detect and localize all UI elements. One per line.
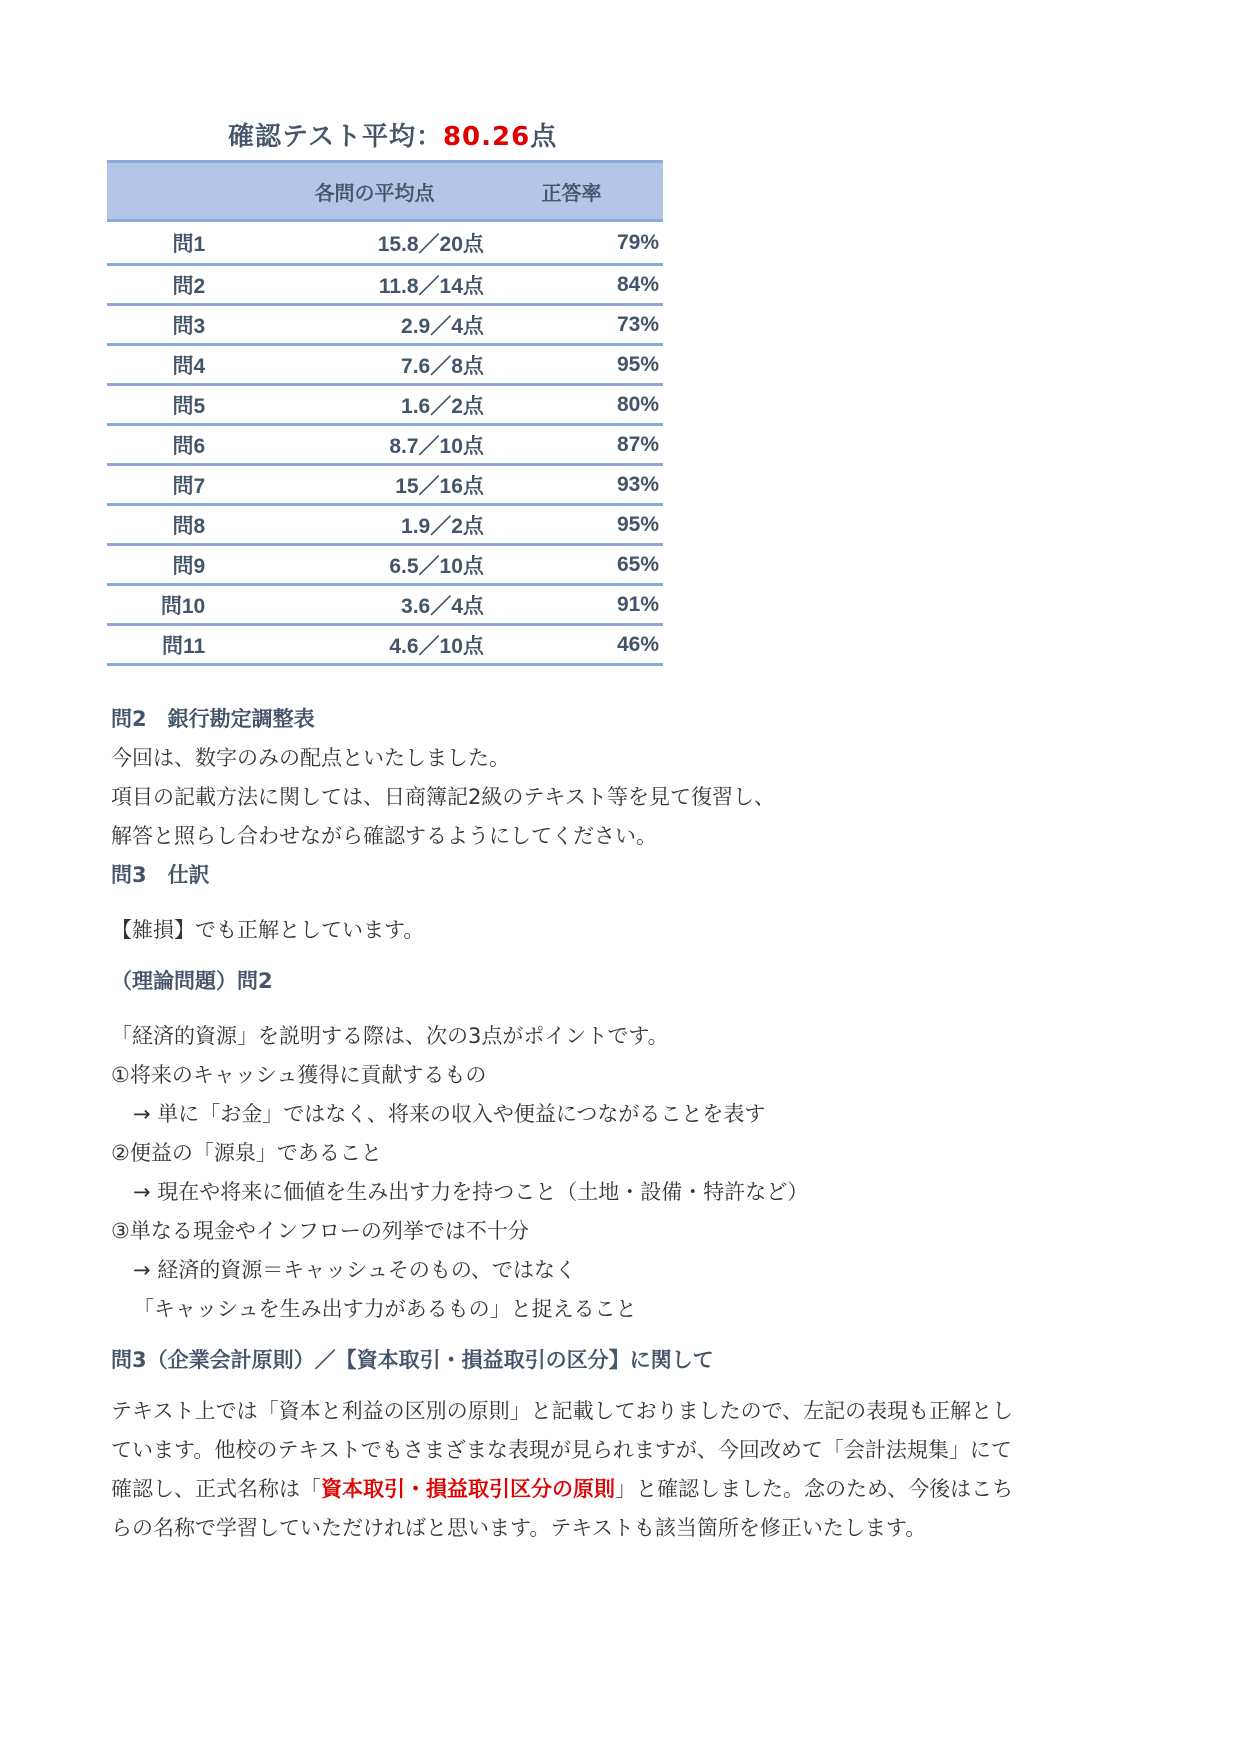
average-score: 80.26 [442,122,531,152]
question-cell: 問7 [107,465,205,505]
average-cell: 3.6／4点 [205,585,484,625]
average-cell: 15.8／20点 [205,221,484,265]
section-heading-accounting-principles: 問3（企業会計原則）／【資本取引・損益取引の区分】に関して [111,1348,714,1372]
score-table [107,160,663,666]
paragraph-line: ています。他校のテキストでもさまざまな表現が見られますが、今回改めて「会計法規集」にて [111,1438,1012,1462]
section-heading-bank-reconciliation: 問2 銀行勘定調整表 [111,707,315,731]
table-row [107,305,663,345]
table-row [107,425,663,465]
point-detail: 「キャッシュを生み出す力があるもの」と捉えること [133,1297,637,1321]
notes-body [111,700,1131,1548]
paragraph-line: 項目の記載方法に関しては、日商簿記2級のテキスト等を見て復習し、 [111,785,775,809]
title-label: 確認テスト平均： [228,122,443,152]
header-rate: 正答率 [484,162,663,221]
rate-cell: 79% [484,221,663,265]
title-unit: 点 [530,122,558,152]
text-segment: 確認し、正式名称は「 [111,1477,321,1501]
point-item: ①将来のキャッシュ獲得に貢献するもの [111,1063,487,1087]
average-cell: 1.9／2点 [205,505,484,545]
average-cell: 6.5／10点 [205,545,484,585]
question-cell: 問6 [107,425,205,465]
paragraph-line: 【雑損】でも正解としています。 [111,918,425,942]
average-cell: 2.9／4点 [205,305,484,345]
paragraph-line: 今回は、数字のみの配点といたしました。 [111,746,510,770]
table-row [107,545,663,585]
question-cell: 問4 [107,345,205,385]
question-cell: 問8 [107,505,205,545]
paragraph-line: テキスト上では「資本と利益の区別の原則」と記載しておりましたので、左記の表現も正解とし [111,1399,1014,1423]
average-cell: 7.6／8点 [205,345,484,385]
section-heading-journal-entries: 問3 仕訳 [111,863,210,887]
average-cell: 15／16点 [205,465,484,505]
paragraph-line: 「経済的資源」を説明する際は、次の3点がポイントです。 [111,1024,669,1048]
question-cell: 問1 [107,221,205,265]
point-detail: → 単に「お金」ではなく、将来の収入や便益につながることを表す [133,1102,766,1126]
table-row [107,221,663,265]
table-row [107,265,663,305]
section-heading-theory-q2: （理論問題）問2 [111,969,273,993]
page-title [228,116,557,153]
paragraph-line: らの名称で学習していただければと思います。テキストも該当箇所を修正いたします。 [111,1516,927,1540]
question-cell: 問9 [107,545,205,585]
average-cell: 4.6／10点 [205,625,484,665]
table-row [107,625,663,665]
rate-cell: 84% [484,265,663,305]
paragraph-line: 解答と照らし合わせながら確認するようにしてください。 [111,824,657,848]
rate-cell: 87% [484,425,663,465]
question-cell: 問2 [107,265,205,305]
rate-cell: 95% [484,505,663,545]
rate-cell: 65% [484,545,663,585]
header-average: 各問の平均点 [205,162,484,221]
text-segment: 」と確認しました。念のため、今後はこち [615,1477,1014,1501]
table-row [107,585,663,625]
point-item: ③単なる現金やインフローの列挙では不十分 [111,1219,529,1243]
table-row [107,345,663,385]
question-cell: 問3 [107,305,205,345]
table-row [107,465,663,505]
point-item: ②便益の「源泉」であること [111,1141,382,1165]
rate-cell: 93% [484,465,663,505]
average-cell: 11.8／14点 [205,265,484,305]
question-cell: 問11 [107,625,205,665]
point-detail: → 経済的資源＝キャッシュそのもの、ではなく [133,1258,577,1282]
table-row [107,505,663,545]
header-question [107,162,205,221]
table-row [107,385,663,425]
average-cell: 8.7／10点 [205,425,484,465]
rate-cell: 73% [484,305,663,345]
rate-cell: 80% [484,385,663,425]
paragraph-line [111,1470,1131,1509]
point-detail: → 現在や将来に価値を生み出す力を持つこと（土地・設備・特許など） [133,1180,809,1204]
question-cell: 問10 [107,585,205,625]
rate-cell: 95% [484,345,663,385]
average-cell: 1.6／2点 [205,385,484,425]
question-cell: 問5 [107,385,205,425]
table-header-row [107,162,663,221]
rate-cell: 46% [484,625,663,665]
rate-cell: 91% [484,585,663,625]
highlighted-principle-name: 資本取引・損益取引区分の原則 [321,1477,615,1501]
